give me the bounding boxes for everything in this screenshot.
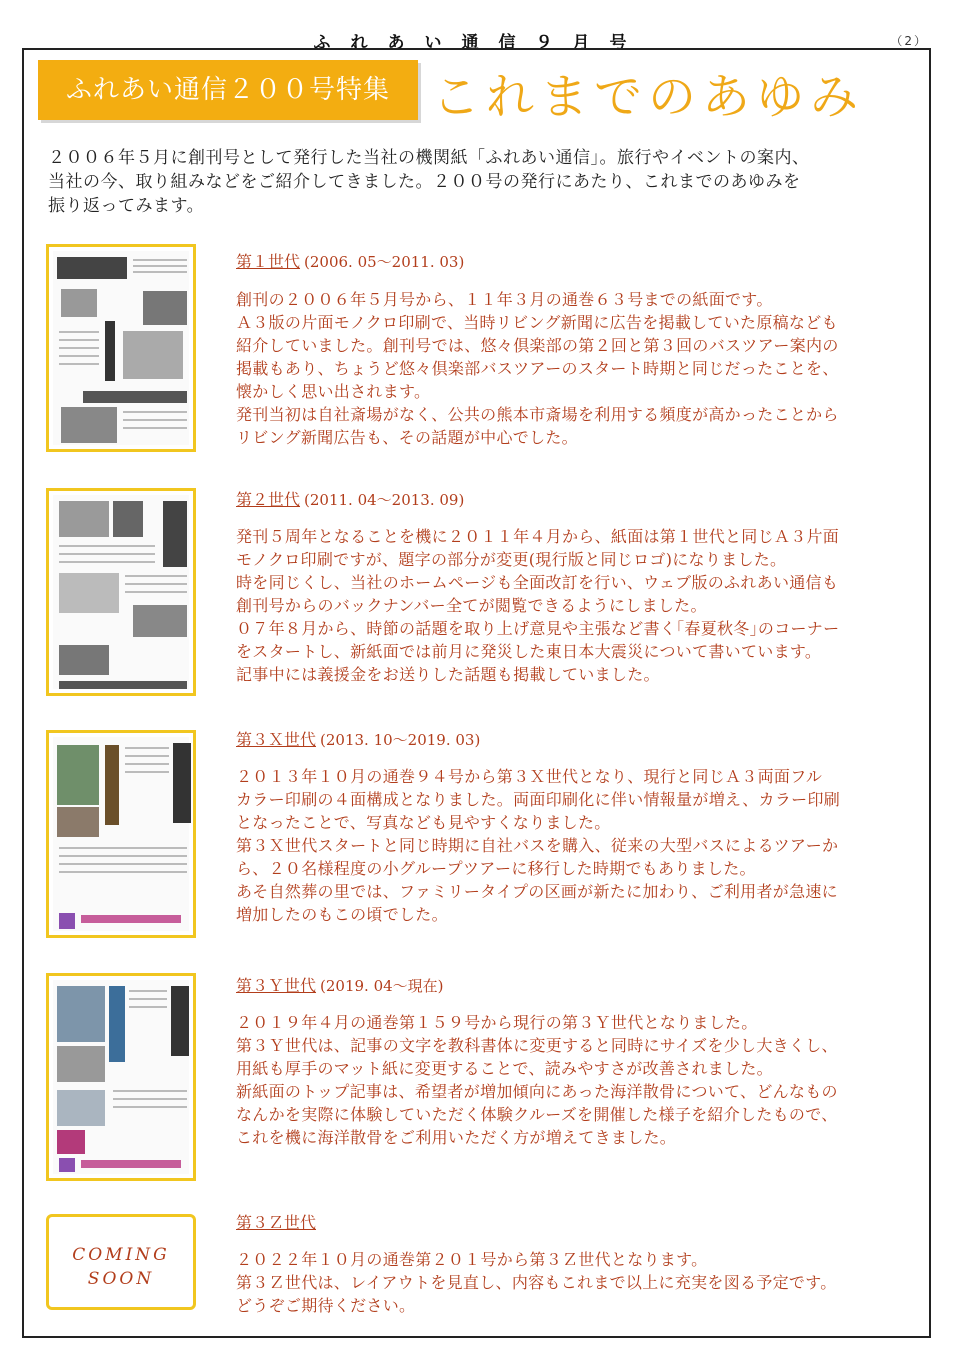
body-line: モノクロ印刷ですが、題字の部分が変更(現行版と同じロゴ)になりました。 bbox=[236, 550, 787, 569]
generation-heading bbox=[236, 487, 464, 510]
generation-name: 第２世代 bbox=[236, 490, 301, 509]
generation-period: (2011. 04～2013. 09) bbox=[304, 491, 465, 509]
generation-heading bbox=[236, 249, 464, 272]
body-line: カラー印刷の４面構成となりました。両面印刷化に伴い情報量が増え、カラー印刷 bbox=[236, 790, 841, 809]
body-line: なんかを実際に体験していただく体験クルーズを開催した様子を紹介したもので、 bbox=[236, 1105, 838, 1124]
generation-heading bbox=[236, 1210, 316, 1233]
feature-badge: ふれあい通信２００号特集 bbox=[38, 60, 418, 120]
intro-paragraph bbox=[48, 146, 908, 218]
coming-soon-badge bbox=[46, 1214, 196, 1310]
body-line: 時を同じくし、当社のホームページも全面改訂を行い、ウェブ版のふれあい通信も bbox=[236, 573, 839, 592]
generation-period: (2019. 04～現在) bbox=[320, 977, 444, 995]
generation-body bbox=[236, 288, 906, 449]
generation-name: 第３Ｚ世代 bbox=[236, 1213, 317, 1232]
body-line: あそ自然葬の里では、ファミリータイプの区画が新たに加わり、ご利用者が急速に bbox=[236, 882, 838, 901]
intro-line: 振り返ってみます。 bbox=[48, 196, 205, 216]
body-line: 掲載もあり、ちょうど悠々倶楽部バスツアーのスタート時期と同じだったことを、 bbox=[236, 359, 839, 378]
body-line: リビング新聞広告も、その話題が中心でした。 bbox=[236, 428, 578, 447]
intro-line: ２００６年５月に創刊号として発行した当社の機関紙「ふれあい通信」。旅行やイベントの案内、 bbox=[48, 148, 810, 168]
body-line: Ａ３版の片面モノクロ印刷で、当時リビング新聞に広告を掲載していた原稿なども bbox=[236, 313, 838, 332]
body-line: ０７年８月から、時節の話題を取り上げ意見や主張など書く｢春夏秋冬｣のコーナー bbox=[236, 619, 840, 638]
body-line: 第３Ｙ世代は、記事の文字を教科書体に変更すると同時にサイズを少し大きくし、 bbox=[236, 1036, 838, 1055]
generation-body bbox=[236, 765, 906, 926]
feature-title: これまでのあゆみ bbox=[432, 69, 865, 125]
newspaper-thumbnail-gen2 bbox=[46, 488, 196, 696]
intro-line: 当社の今、取り組みなどをご紹介してきました。２００号の発行にあたり、これまでのあゆみを bbox=[48, 172, 801, 192]
body-line: 記事中には義援金をお送りした話題も掲載していました。 bbox=[236, 665, 660, 684]
body-line: ら、２０名様程度の小グループツアーに移行した時期でもありました。 bbox=[236, 859, 756, 878]
body-line: 第３Ｘ世代スタートと同じ時期に自社バスを購入、従来の大型バスによるツアーか bbox=[236, 836, 839, 855]
body-line: どうぞご期待ください。 bbox=[236, 1296, 416, 1315]
body-line: これを機に海洋散骨をご利用いただく方が増えてきました。 bbox=[236, 1128, 677, 1147]
body-line: となったことで、写真なども見やすくなりました。 bbox=[236, 813, 611, 832]
generation-body bbox=[236, 525, 906, 686]
generation-heading bbox=[236, 727, 480, 750]
body-line: 第３Ｚ世代は、レイアウトを見直し、内容もこれまで以上に充実を図る予定です。 bbox=[236, 1273, 837, 1292]
body-line: 用紙も厚手のマット紙に変更することで、読みやすさが改善されました。 bbox=[236, 1059, 773, 1078]
newspaper-image bbox=[53, 737, 189, 931]
newspaper-thumbnail-gen1 bbox=[46, 244, 196, 452]
body-line: ２０１９年４月の通巻第１５９号から現行の第３Ｙ世代となりました。 bbox=[236, 1013, 758, 1032]
generation-body bbox=[236, 1248, 906, 1317]
coming-soon-line: SOON bbox=[87, 1269, 155, 1289]
body-line: 発刊５周年となることを機に２０１１年４月から、紙面は第１世代と同じＡ３片面 bbox=[236, 527, 840, 546]
generation-name: 第３Ｙ世代 bbox=[236, 976, 317, 995]
page-number: （2） bbox=[890, 34, 928, 48]
body-line: 創刊の２００６年５月号から、１１年３月の通巻６３号までの紙面です。 bbox=[236, 290, 773, 309]
body-line: ２０１３年１０月の通巻９４号から第３Ｘ世代となり、現行と同じＡ３両面フル bbox=[236, 767, 823, 786]
newspaper-image bbox=[53, 495, 189, 689]
generation-heading bbox=[236, 973, 444, 996]
newspaper-thumbnail-gen3x bbox=[46, 730, 196, 938]
generation-body bbox=[236, 1011, 906, 1149]
generation-period: (2013. 10～2019. 03) bbox=[320, 731, 481, 749]
newspaper-image bbox=[53, 251, 189, 445]
generation-name: 第１世代 bbox=[236, 252, 301, 271]
generation-period: (2006. 05～2011. 03) bbox=[304, 253, 465, 271]
body-line: をスタートし、新紙面では前月に発災した東日本大震災について書いています。 bbox=[236, 642, 822, 661]
body-line: 創刊号からのバックナンバー全てが閲覧できるようにしました。 bbox=[236, 596, 707, 615]
body-line: ２０２２年１０月の通巻第２０１号から第３Ｚ世代となります。 bbox=[236, 1250, 708, 1269]
body-line: 増加したのもこの頃でした。 bbox=[236, 905, 448, 924]
newsletter-header-title: ふれあい通信９月号 bbox=[313, 33, 647, 53]
body-line: 発刊当初は自社斎場がなく、公共の熊本市斎場を利用する頻度が高かったことから bbox=[236, 405, 839, 424]
generation-name: 第３Ｘ世代 bbox=[236, 730, 317, 749]
body-line: 懐かしく思い出されます。 bbox=[236, 382, 431, 401]
coming-soon-line: COMING bbox=[72, 1245, 170, 1265]
body-line: 紹介していました。創刊号では、悠々倶楽部の第２回と第３回のバスツアー案内の bbox=[236, 336, 839, 355]
newspaper-thumbnail-gen3y bbox=[46, 973, 196, 1181]
newspaper-image bbox=[53, 980, 189, 1174]
body-line: 新紙面のトップ記事は、希望者が増加傾向にあった海洋散骨について、どんなもの bbox=[236, 1082, 838, 1101]
